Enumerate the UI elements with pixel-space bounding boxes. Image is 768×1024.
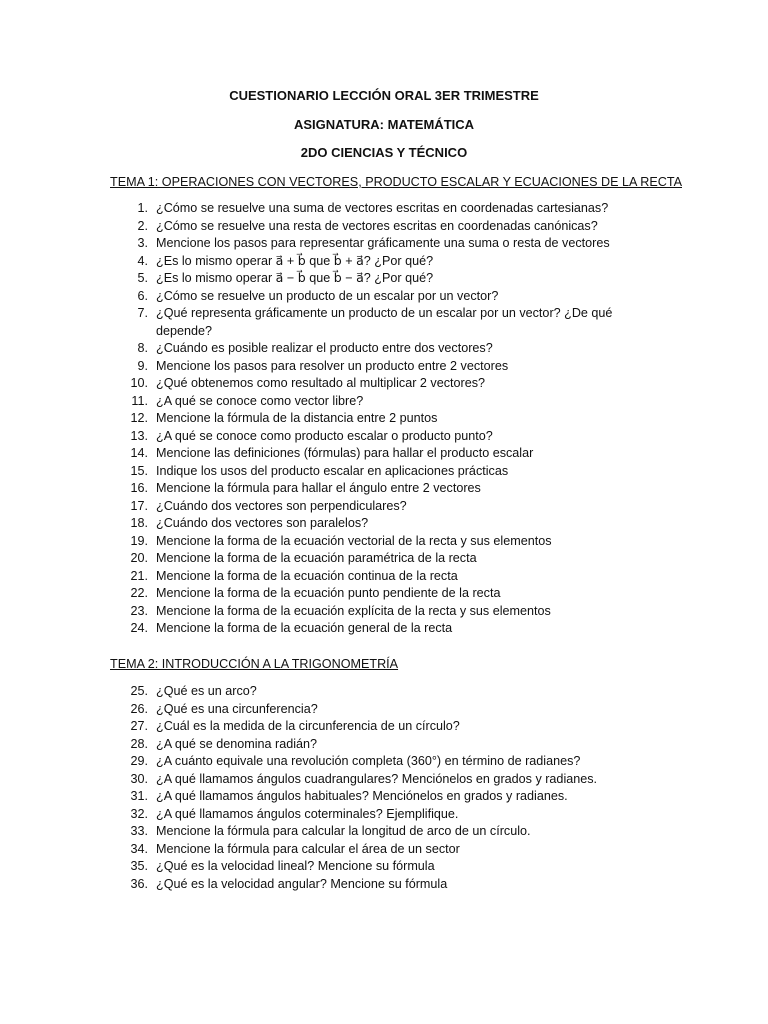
question-number: 18.	[130, 516, 148, 530]
question-item	[110, 305, 670, 340]
question-number: 16.	[130, 481, 148, 495]
question-text: Mencione la forma de la ecuación vectorial de la recta y sus elementos	[156, 533, 552, 548]
question-number: 5.	[137, 271, 148, 285]
question-item	[110, 876, 670, 894]
question-number: 35.	[130, 859, 148, 873]
question-item	[110, 393, 670, 411]
question-number: 8.	[137, 341, 148, 355]
question-item	[110, 718, 670, 736]
question-number: 19.	[130, 533, 148, 548]
question-text: Mencione la forma de la ecuación paramétrica de la recta	[156, 551, 477, 565]
question-number: 26.	[130, 701, 148, 716]
question-item	[110, 585, 670, 603]
question-item	[110, 463, 670, 481]
question-text: Mencione la forma de la ecuación continua de la recta	[156, 568, 458, 583]
question-text: ¿Cuál es la medida de la circunferencia de un círculo?	[156, 719, 460, 733]
question-item	[110, 823, 670, 841]
question-text: Mencione la forma de la ecuación general de la recta	[156, 621, 453, 635]
question-number: 10.	[130, 376, 148, 390]
question-item	[110, 200, 670, 218]
question-item	[110, 515, 670, 533]
question-item	[110, 753, 670, 771]
question-text: ¿A qué se conoce como producto escalar o producto punto?	[156, 428, 493, 443]
question-item	[110, 375, 670, 393]
question-number: 22.	[130, 586, 148, 600]
question-text: ¿Qué es una circunferencia?	[156, 701, 318, 716]
question-item	[110, 806, 670, 824]
tema1-title: TEMA 1: OPERACIONES CON VECTORES, PRODUCTO ESCALAR Y ECUACIONES DE LA RECTA	[110, 175, 682, 189]
document-title: CUESTIONARIO LECCIÓN ORAL 3ER TRIMESTRE	[229, 88, 539, 103]
question-item	[110, 445, 670, 463]
question-text: ¿A qué se denomina radián?	[156, 736, 318, 751]
question-item	[110, 736, 670, 754]
question-number: 20.	[130, 551, 148, 565]
question-text: Mencione la forma de la ecuación punto pendiente de la recta	[156, 586, 501, 600]
question-item	[110, 218, 670, 236]
question-item	[110, 841, 670, 859]
question-item	[110, 620, 670, 638]
question-item	[110, 480, 670, 498]
question-number: 30.	[130, 771, 148, 786]
question-number: 27.	[130, 719, 148, 733]
tema1-question-list	[110, 200, 670, 638]
question-number: 28.	[130, 736, 148, 751]
question-number: 12.	[130, 411, 148, 425]
question-number: 3.	[137, 236, 148, 250]
question-text: Mencione la fórmula para calcular el área de un sector	[156, 841, 460, 856]
tema2-title: TEMA 2: INTRODUCCIÓN A LA TRIGONOMETRÍA	[110, 657, 399, 671]
question-number: 34.	[130, 841, 148, 856]
question-number: 2.	[137, 218, 148, 233]
question-item	[110, 410, 670, 428]
question-number: 13.	[130, 428, 148, 443]
question-text: ¿Cuándo es posible realizar el producto entre dos vectores?	[156, 341, 493, 355]
question-item	[110, 533, 670, 551]
question-text: ¿Qué es la velocidad angular? Mencione su fórmula	[156, 876, 448, 891]
question-text: Mencione las definiciones (fórmulas) para hallar el producto escalar	[156, 446, 534, 460]
question-number: 29.	[130, 754, 148, 768]
question-text: ¿A qué llamamos ángulos habituales? Menciónelos en grados y radianes.	[156, 789, 568, 803]
question-number: 33.	[130, 824, 148, 838]
question-text: ¿Cómo se resuelve un producto de un escalar por un vector?	[156, 288, 499, 303]
question-text: ¿Es lo mismo operar a⃗ + b⃗ que b⃗ + a⃗? ¿Por qué?	[156, 253, 434, 268]
question-number: 24.	[130, 621, 148, 635]
question-text: ¿Qué es un arco?	[156, 684, 257, 698]
question-text: Mencione los pasos para resolver un producto entre 2 vectores	[156, 358, 509, 373]
question-item	[110, 235, 670, 253]
course-heading: 2DO CIENCIAS Y TÉCNICO	[300, 145, 468, 160]
question-text: ¿Qué obtenemos como resultado al multiplicar 2 vectores?	[156, 376, 485, 390]
question-item	[110, 498, 670, 516]
question-item	[110, 701, 670, 719]
question-item	[110, 428, 670, 446]
question-text: ¿Cuándo dos vectores son paralelos?	[156, 516, 369, 530]
question-text: ¿Es lo mismo operar a⃗ − b⃗ que b⃗ − a⃗? ¿Por qué?	[156, 271, 434, 285]
question-item	[110, 270, 670, 288]
question-number: 36.	[130, 876, 148, 891]
question-text: ¿Qué representa gráficamente un producto de un escalar por un vector? ¿De qué depende?	[156, 306, 613, 338]
question-number: 9.	[137, 358, 148, 373]
question-number: 7.	[137, 306, 148, 320]
question-number: 23.	[130, 603, 148, 618]
question-number: 25.	[130, 684, 148, 698]
question-item	[110, 550, 670, 568]
question-item	[110, 858, 670, 876]
question-text: ¿Cómo se resuelve una resta de vectores escritas en coordenadas canónicas?	[156, 218, 598, 233]
question-number: 32.	[130, 806, 148, 821]
question-item	[110, 771, 670, 789]
question-number: 6.	[137, 288, 148, 303]
question-text: ¿A qué llamamos ángulos cuadrangulares? Menciónelos en grados y radianes.	[156, 771, 598, 786]
question-text: Mencione la fórmula de la distancia entre 2 puntos	[156, 411, 438, 425]
question-item	[110, 568, 670, 586]
question-item	[110, 603, 670, 621]
question-number: 11.	[131, 393, 148, 408]
tema2-question-list	[110, 683, 670, 893]
question-item	[110, 253, 670, 271]
question-number: 31.	[130, 789, 148, 803]
question-text: ¿Cuándo dos vectores son perpendiculares?	[156, 498, 407, 513]
question-number: 21.	[130, 568, 148, 583]
question-item	[110, 683, 670, 701]
question-text: Mencione la fórmula para calcular la longitud de arco de un círculo.	[156, 824, 531, 838]
question-number: 4.	[137, 253, 148, 268]
question-text: ¿A cuánto equivale una revolución completa (360°) en término de radianes?	[156, 754, 581, 768]
question-text: ¿A qué llamamos ángulos coterminales? Ejemplifique.	[156, 806, 459, 821]
question-text: ¿Qué es la velocidad lineal? Mencione su fórmula	[156, 859, 435, 873]
question-item	[110, 358, 670, 376]
question-item	[110, 340, 670, 358]
question-number: 17.	[130, 498, 148, 513]
question-text: Mencione los pasos para representar gráficamente una suma o resta de vectores	[156, 236, 610, 250]
question-number: 15.	[130, 463, 148, 478]
subject-heading: ASIGNATURA: MATEMÁTICA	[293, 117, 475, 132]
question-text: ¿A qué se conoce como vector libre?	[156, 393, 364, 408]
question-number: 14.	[130, 446, 148, 460]
question-text: Mencione la fórmula para hallar el ángulo entre 2 vectores	[156, 481, 481, 495]
question-item	[110, 788, 670, 806]
question-text: Mencione la forma de la ecuación explícita de la recta y sus elementos	[156, 603, 551, 618]
question-text: ¿Cómo se resuelve una suma de vectores escritas en coordenadas cartesianas?	[156, 201, 609, 215]
question-item	[110, 288, 670, 306]
question-text: Indique los usos del producto escalar en aplicaciones prácticas	[156, 463, 509, 478]
question-number: 1.	[137, 201, 148, 215]
